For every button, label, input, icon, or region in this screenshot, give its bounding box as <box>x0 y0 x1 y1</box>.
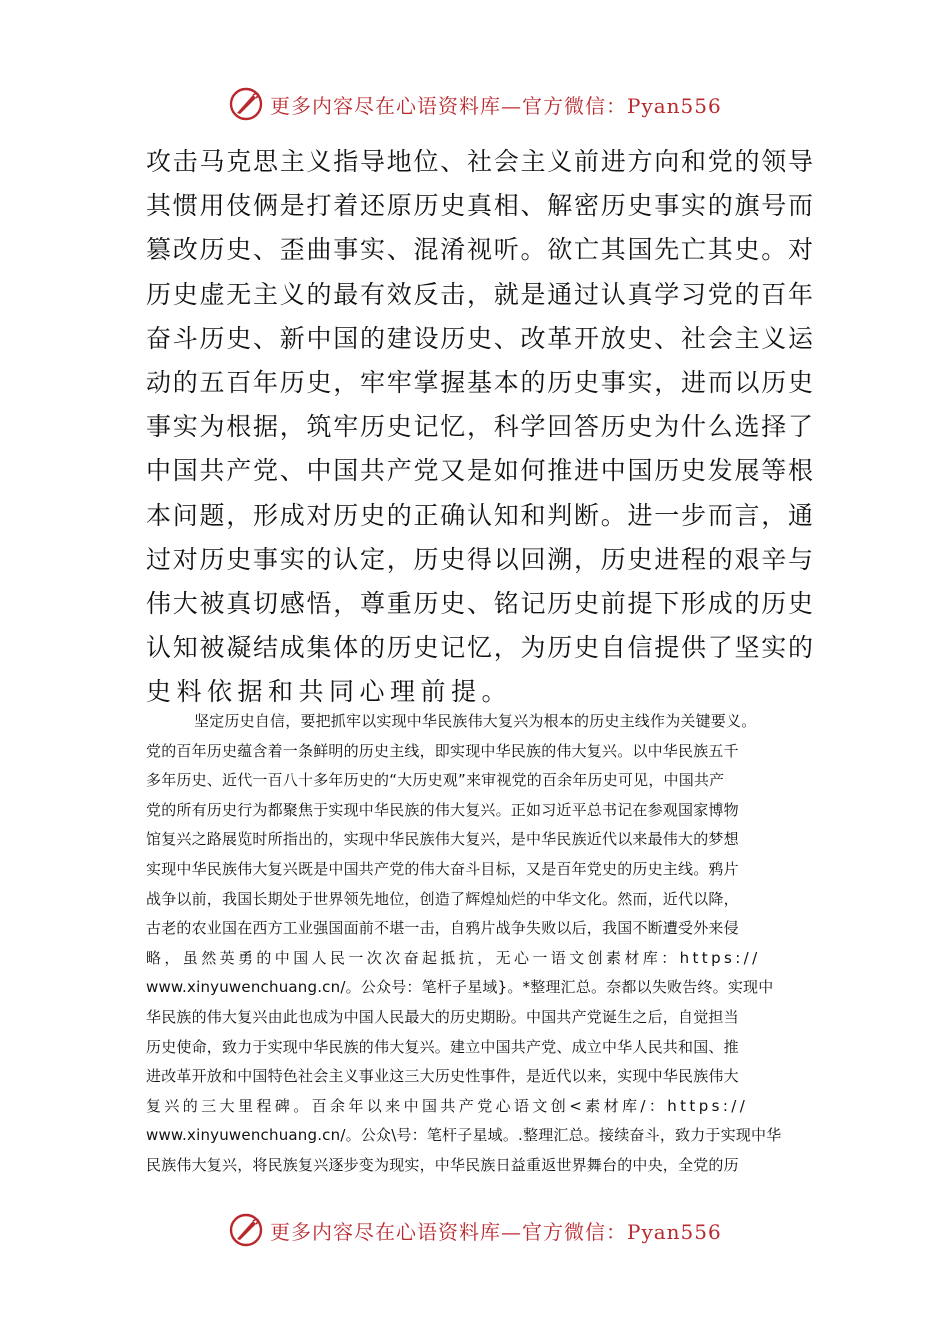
text-line: 党的所有历史行为都聚焦于实现中华民族的伟大复兴。正如习近平总书记在参观国家博物 <box>146 800 739 819</box>
text-line: 历史使命，致力于实现中华民族的伟大复兴。建立中国共产党、成立中华人民共和国、推 <box>146 1037 739 1056</box>
text-line: 其惯用伎俩是打着还原历史真相、解密历史事实的旗号而 <box>146 191 815 221</box>
text-line: 事实为根据，筑牢历史记忆，科学回答历史为什么选择了 <box>146 412 815 442</box>
text-line: 进改革开放和中国特色社会主义事业这三大历史性事件，是近代以来，实现中华民族伟大 <box>146 1067 739 1086</box>
intro-paragraph <box>146 140 816 714</box>
footer-banner <box>228 1212 748 1248</box>
text-line: 多年历史、近代一百八十多年历史的“大历史观”来审视党的百余年历史可见，中国共产 <box>146 771 725 790</box>
quill-logo-icon <box>228 86 264 122</box>
text-line: 过对历史事实的认定，历史得以回溯，历史进程的艰辛与 <box>146 544 815 574</box>
text-line: www.xinyuwenchuang.cn/。公众号：笔杆子星域}。*整理汇总。奈都以失败告终。实现中 <box>146 978 774 997</box>
header-banner-text: 更多内容尽在心语资料库—官方微信：Pyan556 <box>270 93 722 118</box>
text-line: 复兴的三大里程碑。百余年以来中国共产党心语文创<素材库/：https:// <box>146 1096 749 1115</box>
text-line: 实现中华民族伟大复兴既是中国共产党的伟大奋斗目标，又是百年党史的历史主线。鸦片 <box>146 859 739 878</box>
text-line: 党的百年历史蕴含着一条鲜明的历史主线，即实现中华民族的伟大复兴。以中华民族五千 <box>146 741 739 760</box>
text-line: 本问题，形成对历史的正确认知和判断。进一步而言，通 <box>146 500 815 530</box>
text-line: 史料依据和共同心理前提。 <box>146 677 513 707</box>
footer-banner-text: 更多内容尽在心语资料库—官方微信：Pyan556 <box>270 1219 722 1244</box>
text-line: 奋斗历史、新中国的建设历史、改革开放史、社会主义运 <box>146 323 815 353</box>
quill-logo-icon <box>228 1212 264 1248</box>
header-banner <box>228 86 748 122</box>
text-line: 中国共产党、中国共产党又是如何推进中国历史发展等根 <box>146 456 815 486</box>
text-line: 伟大被真切感悟，尊重历史、铭记历史前提下形成的历史 <box>146 588 815 618</box>
text-line: 历史虚无主义的最有效反击，就是通过认真学习党的百年 <box>146 279 815 309</box>
text-line: 略，虽然英勇的中国人民一次次奋起抵抗，无心一语文创素材库：https:// <box>146 948 761 967</box>
body-paragraph <box>146 707 822 1181</box>
text-line: 民族伟大复兴，将民族复兴逐步变为现实，中华民族日益重返世界舞台的中央，全党的历 <box>146 1155 739 1174</box>
text-line: www.xinyuwenchuang.cn/。公众\号：笔杆子星域。.整理汇总。接续奋斗，致力于实现中华 <box>146 1126 782 1145</box>
text-line: 认知被凝结成集体的历史记忆，为历史自信提供了坚实的 <box>146 633 815 663</box>
text-line: 攻击马克思主义指导地位、社会主义前进方向和党的领导 <box>146 147 815 176</box>
text-line: 古老的农业国在西方工业强国面前不堪一击，自鸦片战争失败以后，我国不断遭受外来侵 <box>146 919 739 938</box>
text-line: 华民族的伟大复兴由此也成为中国人民最大的历史期盼。中国共产党诞生之后，自觉担当 <box>146 1007 739 1026</box>
text-line: 战争以前，我国长期处于世界领先地位，创造了辉煌灿烂的中华文化。然而，近代以降， <box>146 889 739 908</box>
text-line: 动的五百年历史，牢牢掌握基本的历史事实，进而以历史 <box>146 367 815 397</box>
text-line: 篡改历史、歪曲事实、混淆视听。欲亡其国先亡其史。对 <box>146 235 815 265</box>
text-line: 坚定历史自信，要把抓牢以实现中华民族伟大复兴为根本的历史主线作为关键要义。 <box>194 712 757 730</box>
text-line: 馆复兴之路展览时所指出的，实现中华民族伟大复兴，是中华民族近代以来最伟大的梦想 <box>146 830 739 849</box>
